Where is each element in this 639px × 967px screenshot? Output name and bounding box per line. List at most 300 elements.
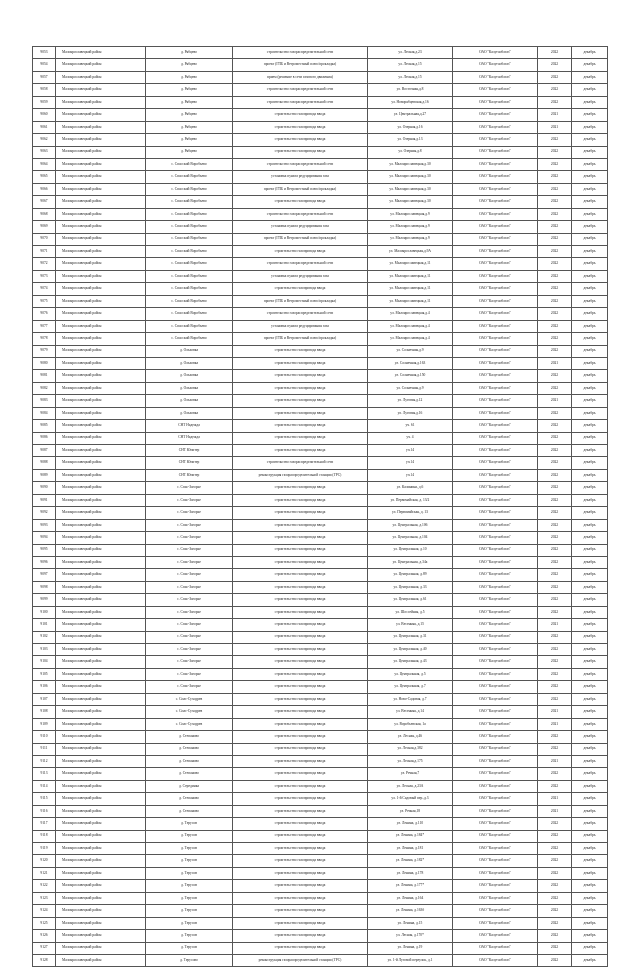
settlement-cell: д. Терусов (146, 930, 233, 942)
settlement-cell: с. Спасский Воробьево (146, 208, 233, 220)
month-cell: декабрь (572, 407, 608, 419)
organization-cell: ОАО "Калугаоблгаз" (453, 880, 538, 892)
district-cell: Малоярославецкий район (56, 59, 146, 71)
work-type-cell: строительство газораспределительной сети (233, 258, 368, 270)
district-cell: Малоярославецкий район (56, 221, 146, 233)
work-type-cell: строительство газопровода ввода (233, 681, 368, 693)
work-type-cell: строительство газопровода ввода (233, 519, 368, 531)
settlement-cell: д. Степаново (146, 805, 233, 817)
month-cell: декабрь (572, 556, 608, 568)
work-type-cell: строительство газопровода ввода (233, 656, 368, 668)
row-number: 9128 (33, 954, 56, 966)
address-cell: ул. Воробьевская, 1а (368, 718, 453, 730)
row-number: 9101 (33, 619, 56, 631)
settlement-cell: д. Ольховка (146, 370, 233, 382)
month-cell: декабрь (572, 606, 608, 618)
district-cell: Малоярославецкий район (56, 482, 146, 494)
district-cell: Малоярославецкий район (56, 233, 146, 245)
address-cell: ул. Восточная,д.8 (368, 84, 453, 96)
year-cell: 2022 (538, 47, 572, 59)
month-cell: декабрь (572, 843, 608, 855)
year-cell: 2022 (538, 171, 572, 183)
year-cell: 2022 (538, 731, 572, 743)
year-cell: 2021 (538, 706, 572, 718)
work-type-cell: строительство газопровода ввода (233, 494, 368, 506)
address-cell: ул. Малоярославецкая,д.11 (368, 295, 453, 307)
settlement-cell: с. Спас-Загорье (146, 668, 233, 680)
year-cell: 2022 (538, 507, 572, 519)
organization-cell: ОАО "Калугаоблгаз" (453, 606, 538, 618)
year-cell: 2021 (538, 395, 572, 407)
table-row (33, 917, 608, 929)
settlement-cell: д. Рябцево (146, 134, 233, 146)
organization-cell: ОАО "Калугаоблгаз" (453, 96, 538, 108)
year-cell: 2022 (538, 930, 572, 942)
address-cell: уч.14 (368, 457, 453, 469)
work-type-cell: строительство газопровода ввода (233, 606, 368, 618)
row-number: 9078 (33, 333, 56, 345)
address-cell: ул. Ленина, д.178 (368, 867, 453, 879)
organization-cell: ОАО "Калугаоблгаз" (453, 619, 538, 631)
work-type-cell: строительство газопровода ввода (233, 880, 368, 892)
month-cell: декабрь (572, 96, 608, 108)
work-type-cell: строительство газопровода ввода (233, 793, 368, 805)
address-cell: ул. Центральная, д.7 (368, 681, 453, 693)
table-row (33, 233, 608, 245)
address-cell: ул. Лесная,д.15 (368, 59, 453, 71)
row-number: 9098 (33, 581, 56, 593)
row-number: 9117 (33, 818, 56, 830)
table-row (33, 867, 608, 879)
table-row (33, 905, 608, 917)
work-type-cell: проект (ГПБ и Ветроместный плюс/прокладка) (233, 333, 368, 345)
address-cell: ул. Речная,18 (368, 805, 453, 817)
organization-cell: ОАО "Калугаоблгаз" (453, 644, 538, 656)
table-row (33, 519, 608, 531)
district-cell: Малоярославецкий район (56, 594, 146, 606)
year-cell: 2022 (538, 345, 572, 357)
work-type-cell: строительство газопровода ввода (233, 731, 368, 743)
row-number: 9092 (33, 507, 56, 519)
month-cell: декабрь (572, 718, 608, 730)
table-body (33, 47, 608, 967)
month-cell: декабрь (572, 134, 608, 146)
district-cell: Малоярославецкий район (56, 954, 146, 966)
table-row (33, 706, 608, 718)
month-cell: декабрь (572, 681, 608, 693)
organization-cell: ОАО "Калугаоблгаз" (453, 507, 538, 519)
district-cell: Малоярославецкий район (56, 158, 146, 170)
table-row (33, 644, 608, 656)
year-cell: 2022 (538, 644, 572, 656)
district-cell: Малоярославецкий район (56, 718, 146, 730)
table-row (33, 494, 608, 506)
year-cell: 2022 (538, 208, 572, 220)
year-cell: 2022 (538, 59, 572, 71)
year-cell: 2022 (538, 432, 572, 444)
row-number: 9086 (33, 432, 56, 444)
address-cell: ул. Малоярославецкая,д.30 (368, 196, 453, 208)
table-row (33, 295, 608, 307)
row-number: 9126 (33, 930, 56, 942)
table-row (33, 544, 608, 556)
year-cell: 2022 (538, 295, 572, 307)
district-cell: Малоярославецкий район (56, 780, 146, 792)
month-cell: декабрь (572, 954, 608, 966)
district-cell: Малоярославецкий район (56, 606, 146, 618)
row-number: 9105 (33, 668, 56, 680)
month-cell: декабрь (572, 930, 608, 942)
district-cell: Малоярославецкий район (56, 258, 146, 270)
row-number: 9108 (33, 706, 56, 718)
year-cell: 2022 (538, 656, 572, 668)
month-cell: декабрь (572, 693, 608, 705)
address-cell: ул. Центральная, д.5 (368, 668, 453, 680)
table-row (33, 320, 608, 332)
address-cell: ул. Калинина, д.6 (368, 482, 453, 494)
settlement-cell: с. Спас-Загорье (146, 681, 233, 693)
address-cell: ул. Лесная,д.15 (368, 71, 453, 83)
row-number: 9066 (33, 183, 56, 195)
year-cell: 2022 (538, 308, 572, 320)
settlement-cell: с. Спас-Загорье (146, 556, 233, 568)
district-cell: Малоярославецкий район (56, 544, 146, 556)
month-cell: декабрь (572, 656, 608, 668)
month-cell: декабрь (572, 743, 608, 755)
address-cell: ул. Малоярославецкая,д.4 (368, 333, 453, 345)
address-cell: ул. Речная,7 (368, 768, 453, 780)
month-cell: декабрь (572, 258, 608, 270)
month-cell: декабрь (572, 47, 608, 59)
row-number: 9112 (33, 755, 56, 767)
address-cell: ул. Лесная,д.23 (368, 47, 453, 59)
district-cell: Малоярославецкий район (56, 121, 146, 133)
month-cell: декабрь (572, 544, 608, 556)
district-cell: Малоярославецкий район (56, 183, 146, 195)
organization-cell: ОАО "Калугаоблгаз" (453, 830, 538, 842)
settlement-cell: с. Спас-Загорье (146, 532, 233, 544)
organization-cell: ОАО "Калугаоблгаз" (453, 432, 538, 444)
settlement-cell: д. Терусов (146, 880, 233, 892)
settlement-cell: д. Рябцево (146, 71, 233, 83)
organization-cell: ОАО "Калугаоблгаз" (453, 370, 538, 382)
organization-cell: ОАО "Калугаоблгаз" (453, 196, 538, 208)
organization-cell: ОАО "Калугаоблгаз" (453, 233, 538, 245)
settlement-cell: с. Спасский Воробьево (146, 171, 233, 183)
month-cell: декабрь (572, 71, 608, 83)
row-number: 9074 (33, 283, 56, 295)
district-cell: Малоярославецкий район (56, 731, 146, 743)
organization-cell: ОАО "Калугаоблгаз" (453, 594, 538, 606)
settlement-cell: с. Спас-Загорье (146, 631, 233, 643)
table-row (33, 308, 608, 320)
address-cell: ул. Центральная, д.33 (368, 581, 453, 593)
address-cell: ул. Солнечная,д.163 (368, 357, 453, 369)
settlement-cell: с. Спас-Суходрев (146, 706, 233, 718)
work-type-cell: строительство газопровода ввода (233, 395, 368, 407)
table-row (33, 221, 608, 233)
settlement-cell: д. Терусов (146, 855, 233, 867)
table-row (33, 482, 608, 494)
table-row (33, 619, 608, 631)
year-cell: 2022 (538, 693, 572, 705)
district-cell: Малоярославецкий район (56, 370, 146, 382)
row-number: 9124 (33, 905, 56, 917)
organization-cell: ОАО "Калугаоблгаз" (453, 469, 538, 481)
work-type-cell: строительство газопровода ввода (233, 805, 368, 817)
address-cell: ул. Лесная, д.170* (368, 930, 453, 942)
year-cell: 2022 (538, 905, 572, 917)
address-cell: ул. Малоярославецкая,д.11 (368, 258, 453, 270)
row-number: 9113 (33, 768, 56, 780)
month-cell: декабрь (572, 208, 608, 220)
row-number: 9082 (33, 382, 56, 394)
row-number: 9122 (33, 880, 56, 892)
row-number: 9062 (33, 134, 56, 146)
year-cell: 2022 (538, 84, 572, 96)
address-cell: ул. Солнечная,д.9 (368, 382, 453, 394)
work-type-cell: строительство газопровода ввода (233, 631, 368, 643)
address-cell: ул. Центральная,д.27 (368, 109, 453, 121)
organization-cell: ОАО "Калугаоблгаз" (453, 345, 538, 357)
year-cell: 2022 (538, 445, 572, 457)
work-type-cell: строительство газораспределительной сети (233, 158, 368, 170)
month-cell: декабрь (572, 183, 608, 195)
table-row (33, 793, 608, 805)
district-cell: Малоярославецкий район (56, 556, 146, 568)
table-row (33, 693, 608, 705)
row-number: 9053 (33, 47, 56, 59)
table-row (33, 420, 608, 432)
row-number: 9114 (33, 780, 56, 792)
organization-cell: ОАО "Калугаоблгаз" (453, 656, 538, 668)
settlement-cell: с. Спасский Воробьево (146, 158, 233, 170)
address-cell: ул. Ленина, д.184* (368, 830, 453, 842)
table-row (33, 134, 608, 146)
settlement-cell: с. Спасский Воробьево (146, 283, 233, 295)
year-cell: 2022 (538, 569, 572, 581)
month-cell: декабрь (572, 469, 608, 481)
row-number: 9102 (33, 631, 56, 643)
address-cell: ул. Озерная,д.13 (368, 134, 453, 146)
district-cell: Малоярославецкий район (56, 693, 146, 705)
year-cell: 2022 (538, 681, 572, 693)
address-cell: ул. Шоссейная, д.5 (368, 606, 453, 618)
month-cell: декабрь (572, 308, 608, 320)
work-type-cell: строительство газопровода ввода (233, 283, 368, 295)
row-number: 9094 (33, 532, 56, 544)
organization-cell: ОАО "Калугаоблгаз" (453, 171, 538, 183)
address-cell: уч.14 (368, 445, 453, 457)
row-number: 9063 (33, 146, 56, 158)
table-row (33, 457, 608, 469)
year-cell: 2022 (538, 320, 572, 332)
work-type-cell: строительство газопровода ввода (233, 942, 368, 954)
month-cell: декабрь (572, 246, 608, 258)
work-type-cell: строительство газопровода ввода (233, 855, 368, 867)
table-row (33, 121, 608, 133)
address-cell: ул. Малоярославецкая,д.11 (368, 283, 453, 295)
table-row (33, 656, 608, 668)
organization-cell: ОАО "Калугаоблгаз" (453, 532, 538, 544)
year-cell: 2022 (538, 183, 572, 195)
district-cell: Малоярославецкий район (56, 407, 146, 419)
work-type-cell: строительство газопровода ввода (233, 420, 368, 432)
row-number: 9068 (33, 208, 56, 220)
organization-cell: ОАО "Калугаоблгаз" (453, 308, 538, 320)
settlement-cell: с. Спас-Суходрев (146, 693, 233, 705)
settlement-cell: с. Спас-Загорье (146, 482, 233, 494)
organization-cell: ОАО "Калугаоблгаз" (453, 855, 538, 867)
settlement-cell: с. Спас-Загорье (146, 569, 233, 581)
address-cell: ул. 1-й Садовый пер.,д.3 (368, 793, 453, 805)
table-row (33, 333, 608, 345)
row-number: 9088 (33, 457, 56, 469)
address-cell: ул. Солнечная,д.9 (368, 345, 453, 357)
row-number: 9065 (33, 171, 56, 183)
works-table (32, 46, 608, 967)
settlement-cell: д. Степаново (146, 743, 233, 755)
address-cell: ул. Центральная, д.89 (368, 569, 453, 581)
month-cell: декабрь (572, 196, 608, 208)
address-cell: ул. Лесная,д.382 (368, 743, 453, 755)
organization-cell: ОАО "Калугаоблгаз" (453, 818, 538, 830)
settlement-cell: с. Спасский Воробьево (146, 183, 233, 195)
table-row (33, 892, 608, 904)
district-cell: Малоярославецкий район (56, 656, 146, 668)
district-cell: Малоярославецкий район (56, 855, 146, 867)
year-cell: 2022 (538, 158, 572, 170)
work-type-cell: строительство газопровода ввода (233, 357, 368, 369)
work-type-cell: установка пункта редуцирования газа (233, 320, 368, 332)
settlement-cell: с. Спас-Загорье (146, 494, 233, 506)
settlement-cell: с. Спас-Загорье (146, 544, 233, 556)
settlement-cell: д. Рябцево (146, 96, 233, 108)
month-cell: декабрь (572, 457, 608, 469)
work-type-cell: строительство газопровода ввода (233, 109, 368, 121)
organization-cell: ОАО "Калугаоблгаз" (453, 357, 538, 369)
year-cell: 2022 (538, 830, 572, 842)
district-cell: Малоярославецкий район (56, 457, 146, 469)
table-row (33, 283, 608, 295)
organization-cell: ОАО "Калугаоблгаз" (453, 395, 538, 407)
work-type-cell: строительство газопровода ввода (233, 407, 368, 419)
table-row (33, 84, 608, 96)
table-row (33, 743, 608, 755)
settlement-cell: д. Терусов (146, 942, 233, 954)
table-row (33, 606, 608, 618)
district-cell: Малоярославецкий район (56, 681, 146, 693)
work-type-cell: строительство газопровода ввода (233, 892, 368, 904)
district-cell: Малоярославецкий район (56, 283, 146, 295)
row-number: 9104 (33, 656, 56, 668)
address-cell: ул. Лесная,д.175 (368, 755, 453, 767)
work-type-cell: строительство газопровода ввода (233, 693, 368, 705)
month-cell: декабрь (572, 644, 608, 656)
year-cell: 2022 (538, 382, 572, 394)
row-number: 9079 (33, 345, 56, 357)
settlement-cell: д. Рябцево (146, 84, 233, 96)
year-cell: 2022 (538, 333, 572, 345)
year-cell: 2022 (538, 71, 572, 83)
settlement-cell: д. Ольховка (146, 382, 233, 394)
settlement-cell: с. Спас-Загорье (146, 507, 233, 519)
district-cell: Малоярославецкий район (56, 71, 146, 83)
settlement-cell: д. Терусов (146, 867, 233, 879)
row-number: 9058 (33, 84, 56, 96)
table-row (33, 395, 608, 407)
organization-cell: ОАО "Калугаоблгаз" (453, 158, 538, 170)
month-cell: декабрь (572, 370, 608, 382)
work-type-cell: строительство газопровода ввода (233, 196, 368, 208)
work-type-cell: строительство газопровода ввода (233, 432, 368, 444)
address-cell: ул. Малоярославецкая,д.11 (368, 270, 453, 282)
settlement-cell: с. Спасский Воробьево (146, 308, 233, 320)
work-type-cell: строительство газопровода ввода (233, 843, 368, 855)
year-cell: 2021 (538, 121, 572, 133)
settlement-cell: д. Серединка (146, 780, 233, 792)
organization-cell: ОАО "Калугаоблгаз" (453, 84, 538, 96)
row-number: 9089 (33, 469, 56, 481)
district-cell: Малоярославецкий район (56, 668, 146, 680)
settlement-cell: д. Степаново (146, 755, 233, 767)
table-row (33, 258, 608, 270)
district-cell: Малоярославецкий район (56, 818, 146, 830)
row-number: 9097 (33, 569, 56, 581)
address-cell: ул. Луговая,д.12 (368, 395, 453, 407)
table-row (33, 805, 608, 817)
row-number: 9091 (33, 494, 56, 506)
address-cell: ул. Центральная, д.31 (368, 631, 453, 643)
settlement-cell: с. Спас-Загорье (146, 656, 233, 668)
month-cell: декабрь (572, 581, 608, 593)
month-cell: декабрь (572, 432, 608, 444)
year-cell: 2022 (538, 880, 572, 892)
year-cell: 2021 (538, 755, 572, 767)
month-cell: декабрь (572, 780, 608, 792)
district-cell: Малоярославецкий район (56, 246, 146, 258)
address-cell: ул. Ленина, д.164 (368, 892, 453, 904)
table-row (33, 755, 608, 767)
settlement-cell: д. Рябцево (146, 47, 233, 59)
settlement-cell: с. Спас-Загорье (146, 606, 233, 618)
address-cell: ул. Лесная, д.23А (368, 780, 453, 792)
settlement-cell: СНТ Юпитер (146, 457, 233, 469)
table-row (33, 780, 608, 792)
year-cell: 2022 (538, 134, 572, 146)
month-cell: декабрь (572, 445, 608, 457)
table-row (33, 407, 608, 419)
district-cell: Малоярославецкий район (56, 345, 146, 357)
address-cell: ул. Ленина, д.15 (368, 917, 453, 929)
table-row (33, 843, 608, 855)
year-cell: 2021 (538, 793, 572, 805)
table-row (33, 357, 608, 369)
district-cell: Малоярославецкий район (56, 333, 146, 345)
year-cell: 2022 (538, 843, 572, 855)
district-cell: Малоярославецкий район (56, 917, 146, 929)
month-cell: декабрь (572, 519, 608, 531)
table-row (33, 731, 608, 743)
month-cell: декабрь (572, 768, 608, 780)
address-cell: ул. Озерная,д.16 (368, 121, 453, 133)
month-cell: декабрь (572, 420, 608, 432)
organization-cell: ОАО "Калугаоблгаз" (453, 457, 538, 469)
table-row (33, 942, 608, 954)
year-cell: 2021 (538, 718, 572, 730)
table-row (33, 930, 608, 942)
work-type-cell: строительство газопровода ввода (233, 619, 368, 631)
